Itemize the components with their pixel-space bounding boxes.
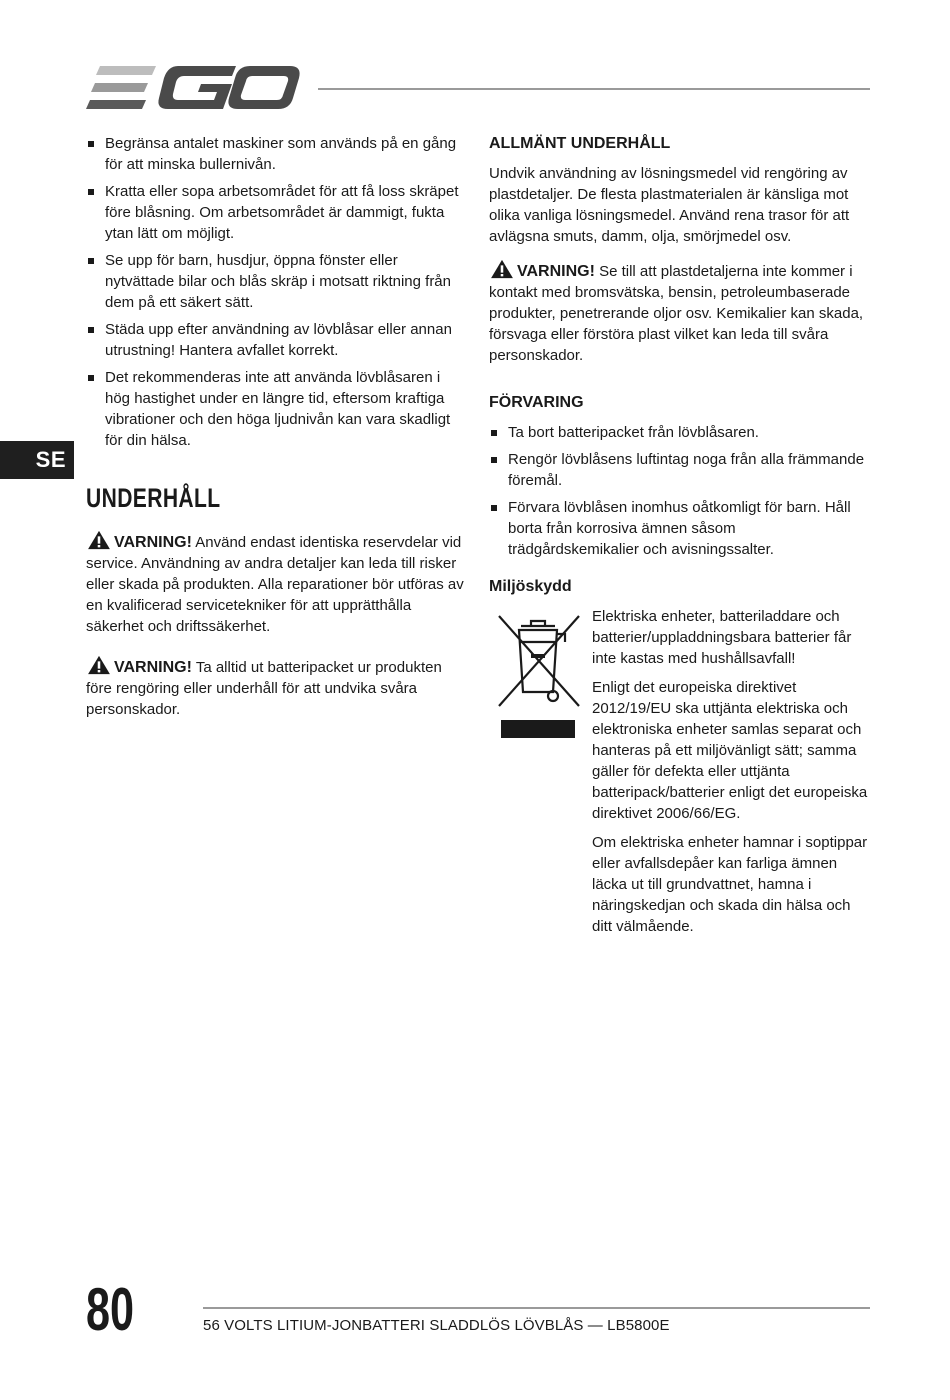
warning-triangle-icon [86,530,112,550]
list-item: Det rekommenderas inte att använda lövblåsaren i hög hastighet under en längre tid, eftersom kraftiga vibrationer och den höga ljudnivån kan vara skadligt för din hälsa. [86,367,466,451]
warning-label: VARNING! [114,659,192,676]
environment-paragraph: Om elektriska enheter hamnar i soptippar eller avfallsdepåer kan farliga ämnen läcka ut till grundvattnet, hamna i näringskedjan och skada din hälsa och ditt välmående. [592,834,868,935]
list-item: Förvara lövblåsen inomhus oåtkomligt för barn. Håll borta från korrosiva ämnen såsom trädgårdskemikalier och avisningssalter. [489,497,870,560]
page-number: 80 [86,1276,135,1343]
warning-paragraph [86,530,466,637]
list-item: Ta bort batteripacket från lövblåsaren. [489,422,870,443]
warning-paragraph [86,655,466,720]
warning-text: Använd endast identiska reservdelar vid service. Användning av andra detaljer kan leda till risker eller skada på produkten. Alla reparationer bör utföras av en kvalificerad servicetekniker för att upprätthålla säkerhet och driftssäkerhet. [86,534,464,635]
list-item: Begränsa antalet maskiner som används på en gång för att minska bullernivån. [86,133,466,175]
environment-text [592,606,870,937]
list-item: Se upp för barn, husdjur, öppna fönster eller nytvättade bilar och blås skräp i motsatt riktning från dem på ett säkert sätt. [86,250,466,313]
list-item: Städa upp efter användning av lövblåsar eller annan utrustning! Hantera avfallet korrekt. [86,319,466,361]
warning-triangle-icon [86,655,112,675]
footer-product-title: 56 VOLTS LITIUM-JONBATTERI SLADDLÖS LÖVBLÅS — LB5800E [203,1317,670,1334]
left-column [86,133,466,738]
warning-text: Ta alltid ut batteripacket ur produkten före rengöring eller underhåll för att undvika svåra personskador. [86,659,442,718]
warning-text: Se till att plastdetaljerna inte kommer i kontakt med bromsvätska, bensin, petroleumbaserade produkter, penetrerande oljor osv. Kemikalier kan skada, försvaga eller förstöra plast vilket kan leda till svåra personskador. [489,263,864,364]
warning-triangle-icon [489,259,515,279]
environment-block [489,606,870,937]
warning-paragraph [489,259,870,366]
warning-label: VARNING! [114,534,192,551]
footer-rule [203,1307,870,1309]
ego-logo [86,62,300,114]
environment-paragraph: Elektriska enheter, batteriladdare och batterier/uppladdningsbara batterier får inte kastas med hushållsavfall! [592,608,852,667]
language-tab: SE [0,441,74,479]
general-maintenance-text: Undvik användning av lösningsmedel vid rengöring av plastdetaljer. De flesta plastmaterialen är känsliga mot olika vanliga lösningsmedel. Använd rena trasor för att avlägsna smuts, damm, olja, smörjmedel osv. [489,165,850,245]
environment-paragraph: Enligt det europeiska direktivet 2012/19/EU ska uttjänta elektriska och elektroniska enheter samlas separat och hanteras på ett miljövänligt sätt; samma gäller för defekta eller uttjänta batteripack/batterier enligt det europeiska direktivet 2006/66/EG. [592,679,868,822]
header-rule [318,88,870,90]
list-item: Kratta eller sopa arbetsområdet för att få loss skräpet före blåsning. Om arbetsområdet är dammigt, fukta ytan lätt om möjligt. [86,181,466,244]
crossed-out-wheelie-bin-icon [495,612,585,742]
subheading-environment: Miljöskydd [489,578,572,595]
subheading-storage: FÖRVARING [489,394,584,411]
subheading-general-maintenance: ALLMÄNT UNDERHÅLL [489,135,671,152]
storage-bullet-list [489,422,870,560]
right-column [489,133,870,945]
safety-bullet-list [86,133,466,451]
warning-label: VARNING! [517,263,595,280]
list-item: Rengör lövblåsens luftintag noga från alla främmande föremål. [489,449,870,491]
section-title-underhall: UNDERHÅLL [86,483,221,513]
